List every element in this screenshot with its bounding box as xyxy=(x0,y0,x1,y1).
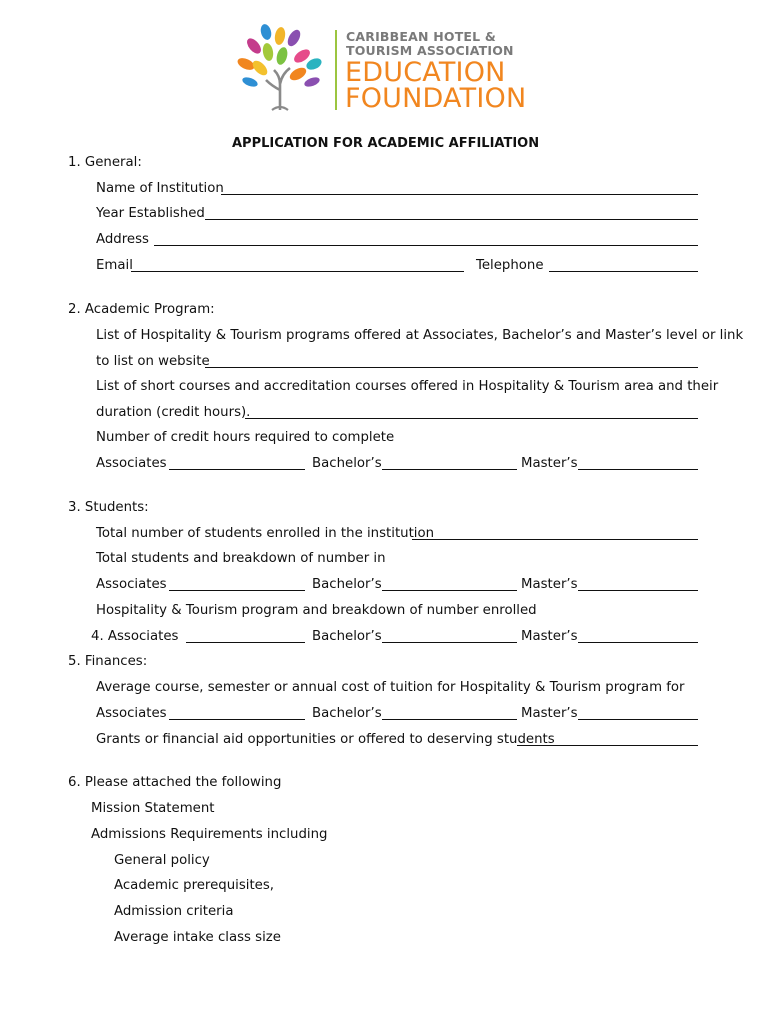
ht-associates-label: 4. Associates xyxy=(91,629,179,644)
section-2-heading: 2. Academic Program: xyxy=(68,302,215,317)
students-associates-label: Associates xyxy=(96,577,167,592)
section-6-heading: 6. Please attached the following xyxy=(68,775,282,790)
grants-field[interactable] xyxy=(517,745,698,746)
mission-statement-item: Mission Statement xyxy=(91,801,215,816)
admissions-requirements-item: Admissions Requirements including xyxy=(91,827,328,842)
logo-divider xyxy=(335,30,337,110)
short-courses-field[interactable] xyxy=(245,418,698,419)
credit-masters-field[interactable] xyxy=(578,469,698,470)
breakdown-label: Total students and breakdown of number in xyxy=(96,551,386,566)
tuition-bachelors-label: Bachelor’s xyxy=(312,706,382,721)
logo-line-3: EDUCATION xyxy=(345,57,506,88)
students-masters-field[interactable] xyxy=(578,590,698,591)
tuition-associates-field[interactable] xyxy=(169,719,305,720)
logo-line-1: CARIBBEAN HOTEL & xyxy=(346,29,496,44)
admission-criteria-item: Admission criteria xyxy=(114,904,234,919)
year-established-label: Year Established xyxy=(96,206,205,221)
credit-hours-label: Number of credit hours required to complete xyxy=(96,430,395,445)
general-policy-item: General policy xyxy=(114,853,210,868)
section-1-heading: 1. General: xyxy=(68,155,142,170)
ht-bachelors-field[interactable] xyxy=(382,642,517,643)
credit-associates-field[interactable] xyxy=(169,469,305,470)
grants-label: Grants or financial aid opportunities or offered to deserving students xyxy=(96,732,555,747)
year-established-field[interactable] xyxy=(205,219,698,220)
short-courses-line-1: List of short courses and accreditation courses offered in Hospitality & Tourism area and their xyxy=(96,379,719,394)
students-bachelors-label: Bachelor’s xyxy=(312,577,382,592)
email-label: Email xyxy=(96,258,133,273)
ht-masters-label: Master’s xyxy=(521,629,578,644)
telephone-field[interactable] xyxy=(549,271,698,272)
total-students-field[interactable] xyxy=(412,539,698,540)
address-label: Address xyxy=(96,232,149,247)
telephone-label: Telephone xyxy=(476,258,544,273)
section-3-heading: 3. Students: xyxy=(68,500,149,515)
academic-prerequisites-item: Academic prerequisites, xyxy=(114,878,275,893)
credit-bachelors-field[interactable] xyxy=(382,469,517,470)
logo-line-4: FOUNDATION xyxy=(345,83,527,114)
page-title: APPLICATION FOR ACADEMIC AFFILIATION xyxy=(232,136,540,151)
ht-masters-field[interactable] xyxy=(578,642,698,643)
section-5-heading: 5. Finances: xyxy=(68,654,148,669)
total-students-label: Total number of students enrolled in the institution xyxy=(96,526,435,541)
name-of-institution-label: Name of Institution xyxy=(96,181,224,196)
name-of-institution-field[interactable] xyxy=(221,194,698,195)
tuition-associates-label: Associates xyxy=(96,706,167,721)
tuition-cost-label: Average course, semester or annual cost of tuition for Hospitality & Tourism program for xyxy=(96,680,685,695)
ht-associates-field[interactable] xyxy=(186,642,305,643)
programs-list-line-1: List of Hospitality & Tourism programs offered at Associates, Bachelor’s and Master’s level or link xyxy=(96,328,744,343)
programs-list-line-2: to list on website xyxy=(96,354,210,369)
programs-list-field[interactable] xyxy=(205,367,698,368)
email-field[interactable] xyxy=(131,271,464,272)
students-masters-label: Master’s xyxy=(521,577,578,592)
address-field[interactable] xyxy=(154,245,698,246)
tuition-bachelors-field[interactable] xyxy=(382,719,517,720)
students-bachelors-field[interactable] xyxy=(382,590,517,591)
logo-line-2: TOURISM ASSOCIATION xyxy=(346,43,514,58)
intake-class-size-item: Average intake class size xyxy=(114,930,281,945)
credit-bachelors-label: Bachelor’s xyxy=(312,456,382,471)
tree-logo-icon xyxy=(236,24,326,114)
credit-associates-label: Associates xyxy=(96,456,167,471)
tuition-masters-label: Master’s xyxy=(521,706,578,721)
credit-masters-label: Master’s xyxy=(521,456,578,471)
students-associates-field[interactable] xyxy=(169,590,305,591)
short-courses-line-2: duration (credit hours). xyxy=(96,405,251,420)
ht-breakdown-label: Hospitality & Tourism program and breakdown of number enrolled xyxy=(96,603,537,618)
tuition-masters-field[interactable] xyxy=(578,719,698,720)
ht-bachelors-label: Bachelor’s xyxy=(312,629,382,644)
